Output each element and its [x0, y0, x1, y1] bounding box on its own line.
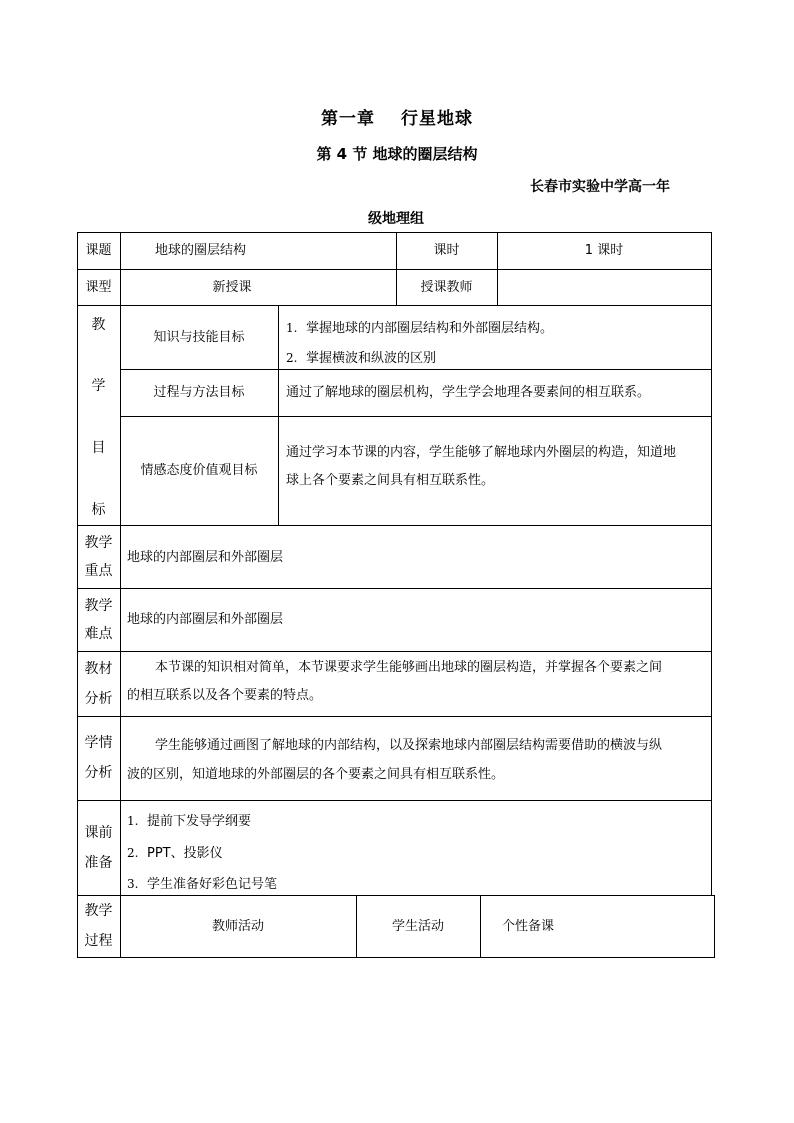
hours-value: 1 课时 — [584, 243, 624, 258]
emotion-objective-line: 通过学习本节课的内容，学生能够了解地球内外圈层的构造，知道地 — [286, 445, 677, 460]
material-analysis-line: 本节课的知识相对简单，本节课要求学生能够画出地球的圈层构造，并掌握各个要素之间 — [155, 660, 663, 675]
knowledge-objective-label: 知识与技能目标 — [153, 329, 245, 345]
grid-line — [77, 800, 712, 801]
grid-line — [77, 525, 712, 526]
personal-prep-header: 个性备课 — [502, 918, 555, 934]
objectives-label-char: 目 — [91, 440, 106, 456]
type-value: 新授课 — [212, 279, 252, 295]
key-points-text: 地球的内部圈层和外部圈层 — [127, 549, 284, 565]
label-line: 过程 — [84, 933, 113, 949]
preparation-label — [77, 800, 120, 895]
teacher-value — [497, 269, 711, 305]
key-points-label — [77, 525, 120, 588]
preparation-item: 2. PPT、投影仪 — [127, 846, 223, 861]
hours-label: 课时 — [433, 243, 460, 258]
process-objective-label: 过程与方法目标 — [153, 385, 245, 400]
label-line: 课前 — [84, 824, 113, 841]
label-line: 教材 — [84, 660, 113, 677]
grid-line — [711, 232, 712, 895]
label-line: 准备 — [84, 854, 113, 871]
knowledge-item: 1. 掌握地球的内部圈层结构和外部圈层结构。 — [286, 321, 554, 336]
label-line: 分析 — [84, 690, 113, 707]
objectives-label-char: 教 — [91, 317, 106, 333]
label-line: 教学 — [84, 903, 113, 919]
emotion-objective-line: 球上各个要素之间具有相互联系性。 — [286, 473, 495, 488]
difficulties-label — [77, 588, 120, 651]
emotion-objective-label: 情感态度价值观目标 — [140, 463, 258, 478]
section-title: 第 4 节 地球的圈层结构 — [316, 145, 478, 163]
knowledge-item: 2. 掌握横波和纵波的区别 — [286, 351, 437, 366]
student-activity-header: 学生活动 — [391, 918, 444, 934]
preparation-item: 3. 学生准备好彩色记号笔 — [127, 877, 278, 892]
school-line-2: 级地理组 — [368, 211, 424, 227]
topic-value: 地球的圈层结构 — [155, 243, 247, 258]
teacher-label: 授课教师 — [420, 279, 473, 295]
teacher-activity-header: 教师活动 — [211, 918, 264, 934]
label-line: 教学 — [84, 534, 113, 551]
preparation-item: 1. 提前下发导学纲要 — [127, 814, 252, 829]
label-line: 重点 — [84, 562, 113, 579]
grid-line — [714, 895, 715, 958]
grid-line — [77, 957, 715, 958]
student-analysis-label — [77, 716, 120, 800]
grid-line — [77, 716, 712, 717]
label-line: 难点 — [84, 625, 113, 642]
process-label — [77, 895, 120, 957]
student-analysis-line: 学生能够通过画图了解地球的内部结构，以及探索地球内部圈层结构需要借助的横波与纵 — [155, 738, 663, 753]
school-line-1: 长春市实验中学高一年 — [530, 179, 670, 195]
chapter-title — [0, 104, 794, 129]
label-line: 分析 — [84, 765, 113, 781]
objectives-label-char: 学 — [91, 378, 106, 394]
difficulties-text: 地球的内部圈层和外部圈层 — [127, 611, 284, 627]
material-analysis-line: 的相互联系以及各个要素的特点。 — [127, 688, 323, 703]
label-line: 教学 — [84, 597, 113, 614]
type-label: 课型 — [85, 279, 112, 295]
process-objective-text: 通过了解地球的圈层机构，学生学会地理各要素间的相互联系。 — [286, 385, 651, 400]
student-analysis-line: 波的区别，知道地球的外部圈层的各个要素之间具有相互联系性。 — [127, 767, 505, 782]
material-analysis-label — [77, 651, 120, 716]
grid-line — [77, 588, 712, 589]
chapter-name: 行星地球 — [401, 109, 473, 129]
objectives-label-char: 标 — [91, 502, 106, 518]
chapter-number: 第一章 — [321, 109, 375, 129]
grid-line — [480, 895, 481, 958]
grid-line — [278, 305, 279, 525]
topic-label: 课题 — [85, 243, 112, 258]
label-line: 学情 — [84, 735, 113, 751]
